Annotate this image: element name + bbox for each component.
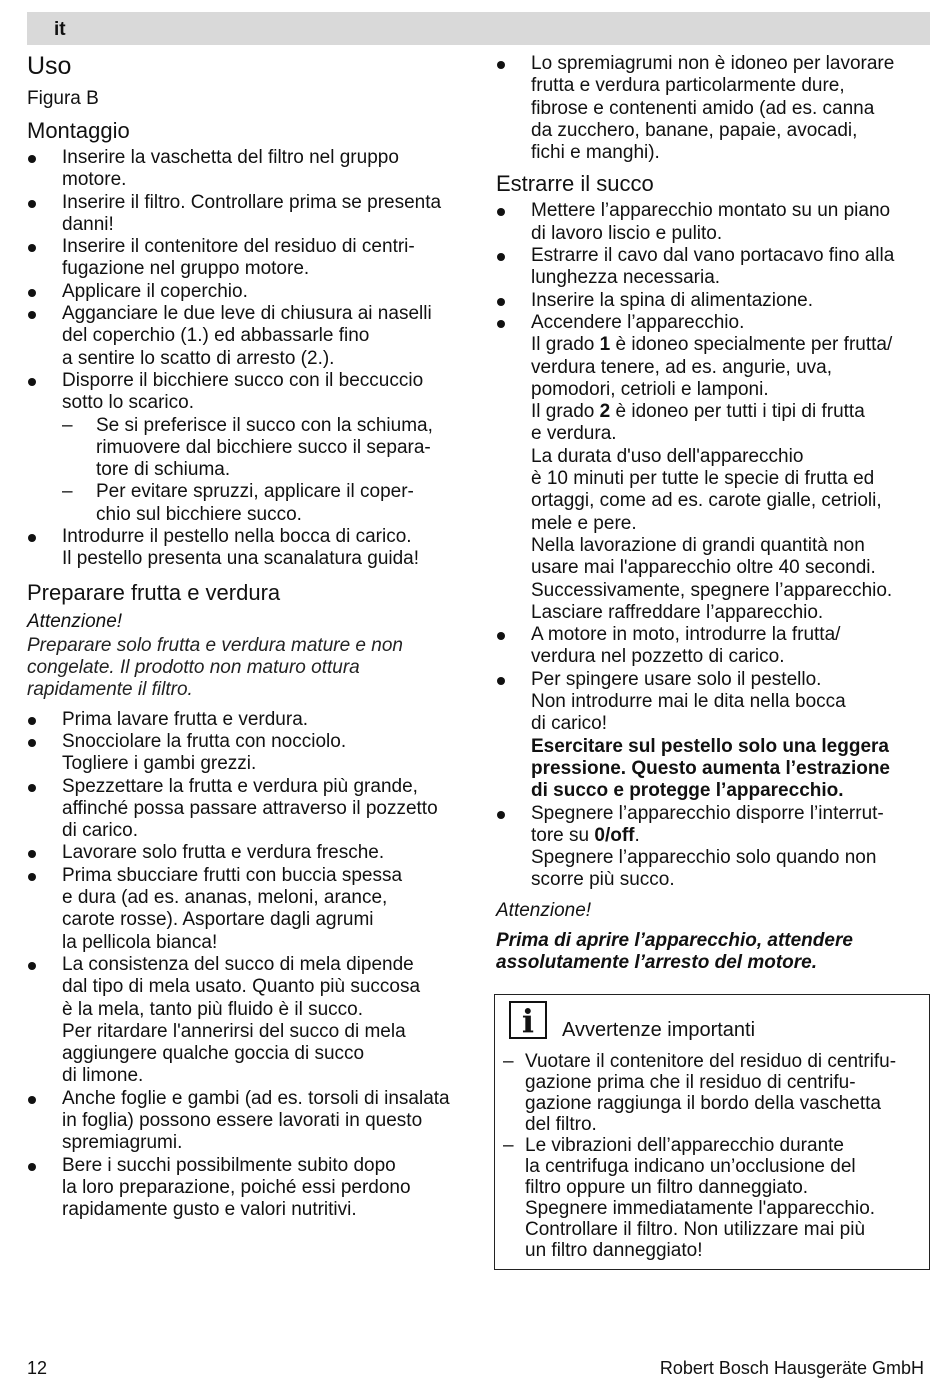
text-line: spremiagrumi. — [62, 1132, 183, 1154]
page-number: 12 — [27, 1358, 48, 1378]
preparare-list — [27, 709, 467, 1222]
text-line: fugazione nel gruppo motore. — [62, 258, 310, 280]
text-line: Inserire il contenitore del residuo di centri- — [62, 236, 415, 258]
text-line: di carico! — [531, 713, 608, 735]
info-box — [494, 994, 930, 1270]
text-line: verdura nel pozzetto di carico. — [531, 646, 785, 668]
bullet-item — [27, 370, 467, 415]
text-line: Inserire la spina di alimentazione. — [531, 289, 813, 311]
text-line: a sentire lo scatto di arresto (2.). — [62, 347, 335, 369]
text-line: Disporre il bicchiere succo con il beccuccio — [62, 369, 424, 391]
text-line: La consistenza del succo di mela dipende — [62, 953, 414, 975]
footer-company: Robert Bosch Hausgeräte GmbH — [659, 1358, 924, 1378]
bullet-item — [27, 1155, 467, 1222]
text-line: Togliere i gambi grezzi. — [62, 753, 257, 775]
text-line: dal tipo di mela usato. Quanto più succosa — [62, 976, 421, 998]
text-line: gazione raggiunga il bordo della vaschetta — [525, 1093, 881, 1114]
text-line: Per evitare spruzzi, applicare il coper- — [96, 481, 414, 503]
text-line: Agganciare le due leve di chiusura ai naselli — [62, 303, 432, 325]
bullet-item — [496, 803, 930, 892]
bullet-item — [27, 954, 467, 1088]
montaggio-list — [27, 147, 467, 571]
text-line: Il grado 2 è idoneo per tutti i tipi di frutta — [531, 401, 865, 423]
bullet-item — [27, 236, 467, 281]
text-line: fibrose e contenenti amido (ad es. canna — [531, 97, 875, 119]
text-line: la pellicola bianca! — [62, 931, 218, 953]
text-line: del coperchio (1.) ed abbassarle fino — [62, 325, 370, 347]
text-line: usare mai l'apparecchio oltre 40 secondi. — [531, 557, 876, 579]
bullet-item — [27, 1088, 467, 1155]
text-line: aggiungere qualche goccia di succo — [62, 1043, 365, 1065]
text-line: Inserire la vaschetta del filtro nel gruppo — [62, 147, 399, 168]
attention-note — [27, 635, 467, 701]
text-line: un filtro danneggiato! — [525, 1240, 703, 1261]
dash-item — [27, 481, 467, 526]
bullet-item — [27, 776, 467, 843]
text-line: Vuotare il contenitore del residuo di centrifu- — [525, 1051, 897, 1072]
text-line: Inserire il filtro. Controllare prima se presenta — [62, 191, 442, 213]
text-line: in foglia) possono essere lavorati in questo — [62, 1109, 423, 1131]
text-line: Estrarre il cavo dal vano portacavo fino alla — [531, 245, 895, 267]
text-line: congelate. Il prodotto non maturo ottura — [27, 656, 360, 678]
text-line: Prima lavare frutta e verdura. — [62, 708, 309, 730]
text-line: A motore in moto, introdurre la frutta/ — [531, 624, 841, 646]
text-line: rimuovere dal bicchiere succo il separa- — [96, 436, 431, 458]
text-line: Controllare il filtro. Non utilizzare mai più — [525, 1219, 866, 1240]
text-line: Bere i succhi possibilmente subito dopo — [62, 1154, 396, 1176]
text-line: e verdura. — [531, 423, 617, 445]
text-line: di lavoro liscio e pulito. — [531, 222, 723, 244]
text-line: Mettere l’apparecchio montato su un piano — [531, 200, 891, 222]
text-line: rapidamente gusto e valori nutritivi. — [62, 1199, 357, 1221]
text-line: La durata d'uso dell'apparecchio — [531, 445, 804, 467]
text-line: Applicare il coperchio. — [62, 280, 248, 302]
text-line: Introdurre il pestello nella bocca di carico. — [62, 526, 412, 548]
text-line: lunghezza necessaria. — [531, 267, 721, 289]
text-line: assolutamente l’arresto del motore. — [496, 951, 817, 973]
text-line: Spegnere immediatamente l'apparecchio. — [525, 1198, 876, 1219]
text-line: Lo spremiagrumi non è idoneo per lavorare — [531, 53, 895, 74]
text-line: Se si preferisce il succo con la schiuma, — [96, 414, 433, 436]
text-line: di succo e protegge l’apparecchio. — [531, 780, 844, 802]
bullet-item — [496, 312, 930, 624]
attention-label: Attenzione! — [27, 610, 123, 632]
bullet-item — [27, 147, 467, 192]
text-line: Le vibrazioni dell’apparecchio durante — [525, 1135, 844, 1156]
text-line: Non introdurre mai le dita nella bocca — [531, 691, 846, 713]
text-line: è la mela, tanto più fluido è il succo. — [62, 998, 364, 1020]
text-line: rapidamente il filtro. — [27, 678, 193, 700]
bullet-item — [27, 709, 467, 731]
bullet-item — [496, 245, 930, 290]
text-line: ortaggi, come ad es. carote gialle, cetrioli, — [531, 490, 882, 512]
text-line: pomodori, cetrioli e lamponi. — [531, 378, 769, 400]
text-line: Il grado 1 è idoneo specialmente per frutta/ — [531, 334, 893, 356]
text-line: Anche foglie e gambi (ad es. torsoli di insalata — [62, 1087, 450, 1109]
text-line: Esercitare sul pestello solo una leggera — [531, 735, 889, 757]
language-code: it — [54, 19, 66, 40]
attention-label-2: Attenzione! — [496, 899, 592, 921]
bullet-item — [496, 624, 930, 669]
section-title: Uso — [27, 52, 72, 80]
text-line: frutta e verdura particolarmente dure, — [531, 75, 845, 97]
dash-item — [27, 415, 467, 482]
text-line: motore. — [62, 169, 127, 191]
text-line: affinché possa passare attraverso il pozzetto — [62, 797, 438, 819]
text-line: Snocciolare la frutta con nocciolo. — [62, 730, 347, 752]
bullet-item — [496, 290, 930, 312]
text-line: Nella lavorazione di grandi quantità non — [531, 534, 865, 556]
heading-montaggio: Montaggio — [27, 118, 130, 143]
bullet-item — [27, 192, 467, 237]
figure-reference: Figura B — [27, 88, 99, 109]
heading-estrarre: Estrarre il succo — [496, 171, 654, 197]
top-list — [496, 53, 930, 164]
bullet-item — [27, 865, 467, 954]
text-line: Accendere l’apparecchio. — [531, 311, 745, 333]
text-line: è 10 minuti per tutte le specie di frutta ed — [531, 468, 875, 490]
text-line: di limone. — [62, 1065, 144, 1087]
text-line: Prima sbucciare frutti con buccia spessa — [62, 864, 403, 886]
text-line: chio sul bicchiere succo. — [96, 503, 302, 525]
text-line: scorre più succo. — [531, 869, 675, 891]
info-box-list — [500, 1051, 926, 1261]
motor-warning — [496, 930, 930, 974]
text-line: sotto lo scarico. — [62, 392, 194, 414]
text-line: del filtro. — [525, 1114, 597, 1135]
text-line: mele e pere. — [531, 512, 637, 534]
info-box-title: Avvertenze importanti — [562, 1019, 756, 1041]
bullet-item — [27, 303, 467, 370]
text-line: Prima di aprire l’apparecchio, attendere — [496, 929, 853, 951]
text-line: la centrifuga indicano un’occlusione del — [525, 1156, 856, 1177]
text-line: Lavorare solo frutta e verdura fresche. — [62, 842, 385, 864]
bullet-item — [27, 731, 467, 776]
bullet-item — [27, 526, 467, 571]
text-line: gazione prima che il residuo di centrifu- — [525, 1072, 856, 1093]
text-line: la loro preparazione, poiché essi perdono — [62, 1176, 411, 1198]
info-icon: i — [509, 1001, 547, 1039]
right-column — [496, 53, 930, 974]
bullet-item — [496, 200, 930, 245]
language-bar — [27, 12, 930, 45]
text-line: Per spingere usare solo il pestello. — [531, 668, 822, 690]
bullet-item — [27, 281, 467, 303]
text-line: Spegnere l’apparecchio solo quando non — [531, 847, 877, 869]
bullet-item — [496, 53, 930, 164]
text-line: verdura tenere, ad es. angurie, uva, — [531, 356, 833, 378]
text-line: da zucchero, banane, papaie, avocadi, — [531, 119, 858, 141]
estrarre-list — [496, 200, 930, 891]
text-line: Preparare solo frutta e verdura mature e non — [27, 634, 403, 656]
text-line: Lasciare raffreddare l’apparecchio. — [531, 601, 824, 623]
text-line: Spegnere l’apparecchio disporre l’interrut- — [531, 802, 884, 824]
dash-item — [500, 1051, 926, 1135]
text-line: fichi e manghi). — [531, 142, 660, 164]
text-line: filtro oppure un filtro danneggiato. — [525, 1177, 809, 1198]
dash-item — [500, 1135, 926, 1261]
text-line: tore di schiuma. — [96, 459, 231, 481]
text-line: Il pestello presenta una scanalatura guida! — [62, 548, 420, 570]
text-line: Spezzettare la frutta e verdura più grande, — [62, 775, 418, 797]
text-line: di carico. — [62, 820, 139, 842]
text-line: Per ritardare l'annerirsi del succo di mela — [62, 1020, 406, 1042]
text-line: tore su 0/off. — [531, 824, 640, 846]
text-line: pressione. Questo aumenta l’estrazione — [531, 757, 890, 779]
text-line: danni! — [62, 213, 114, 235]
left-column — [27, 50, 467, 1221]
text-line: carote rosse). Asportare dagli agrumi — [62, 909, 374, 931]
bullet-item — [27, 842, 467, 864]
text-line: e dura (ad es. ananas, meloni, arance, — [62, 887, 388, 909]
text-line: Successivamente, spegnere l’apparecchio. — [531, 579, 893, 601]
heading-preparare: Preparare frutta e verdura — [27, 579, 281, 605]
bullet-item — [496, 669, 930, 803]
